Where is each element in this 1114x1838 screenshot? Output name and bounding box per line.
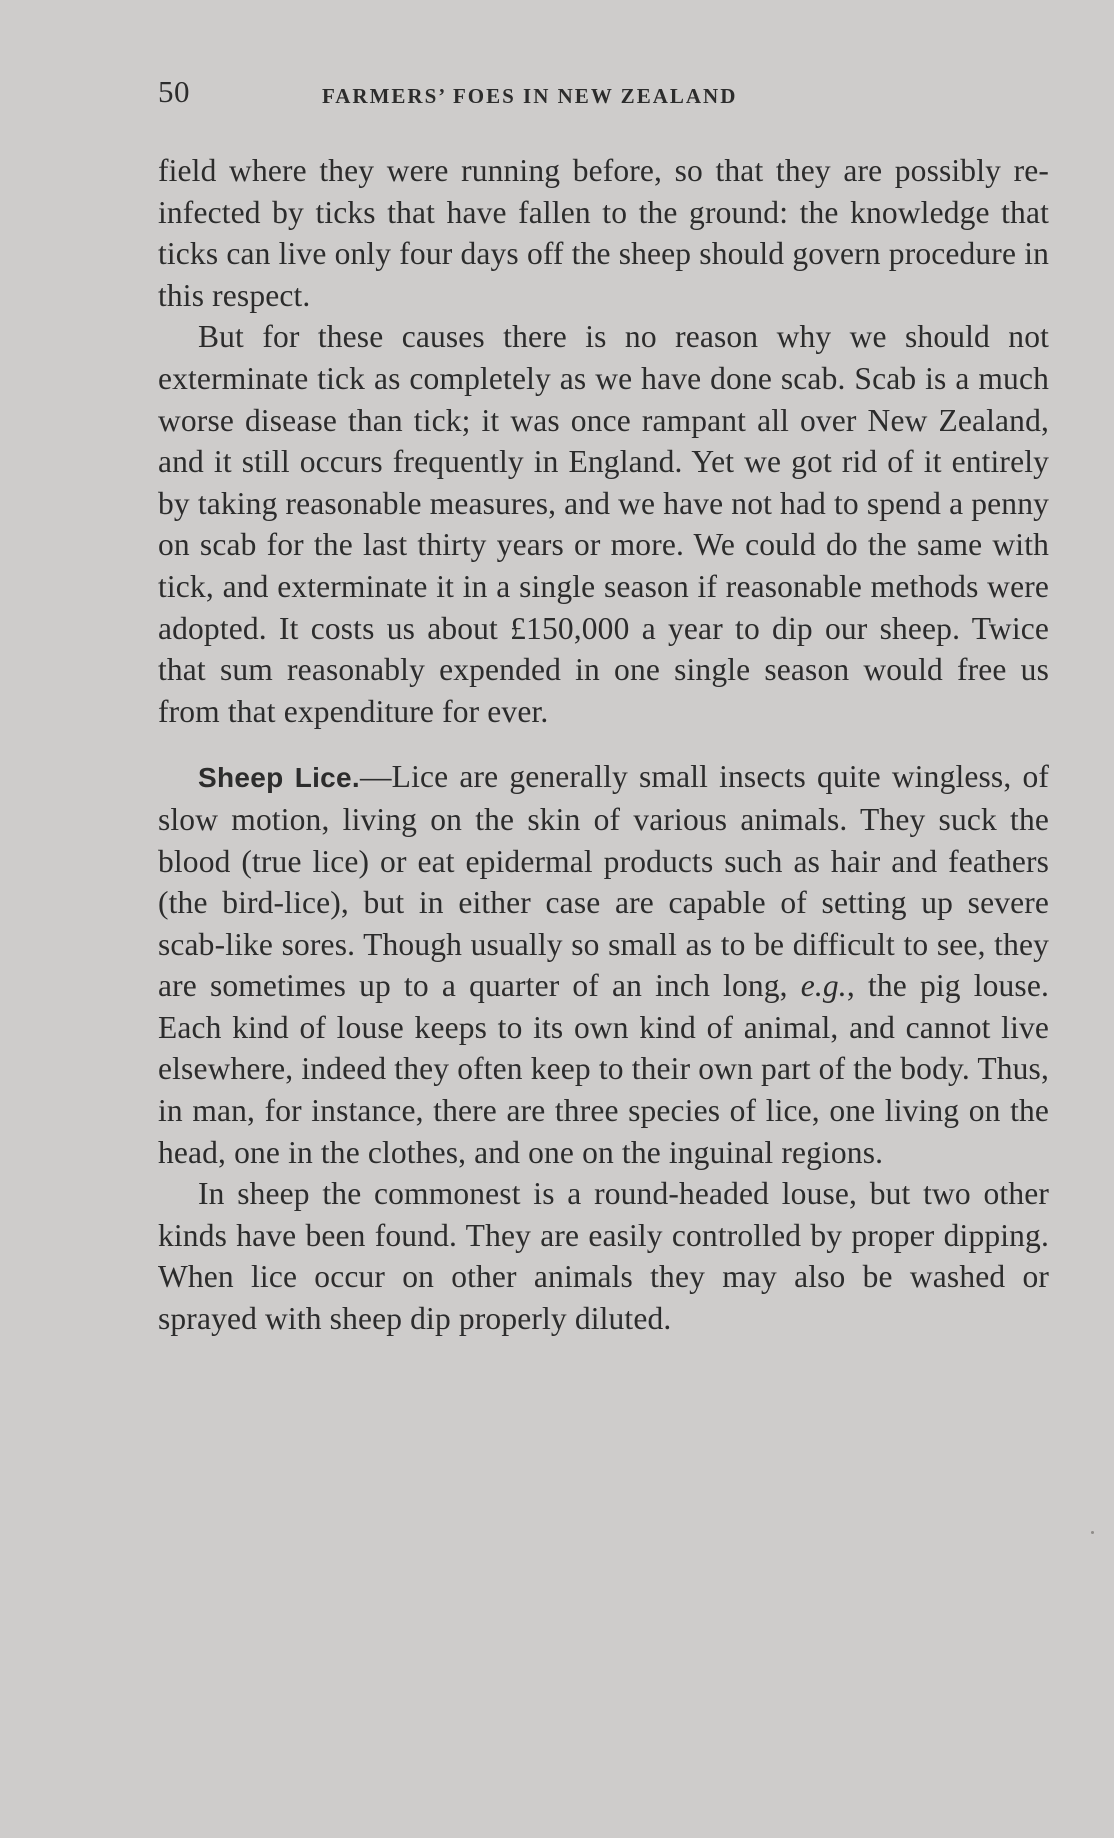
section-heading-sheep-lice: Sheep Lice. (198, 762, 361, 794)
paragraph-sheep-louse-control: In sheep the commonest is a round-headed louse, but two other kinds have been found. They are easily controlled by proper dipping. When lice occur on other animals they may also be washed or sprayed with sheep dip properly diluted. (158, 1176, 1049, 1337)
lice-text-start: Lice are generally small insects quite wingless, of slow motion, living on the skin of various animals. They suck the blood (true lice) or eat epidermal products such as hair and feathers (the bird-lice), but in either case are capable of setting up severe scab-like sores. Though usually so small as to be difficult to see, they are sometimes up to a quarter of an inch long, (158, 759, 1049, 1004)
page-header (158, 74, 1048, 114)
lice-text-end: , the pig louse. Each kind of louse keeps to its own kind of animal, and cannot live elsewhere, indeed they often keep to their own part of the body. Thus, in man, for instance, there are three species of lice, one living on the head, one in the clothes, and one on the inguinal regions. (158, 968, 1049, 1170)
heading-separator: — (360, 759, 392, 795)
page-number: 50 (158, 74, 190, 109)
italic-eg: e.g. (800, 968, 847, 1004)
paper-speck (1091, 1531, 1094, 1534)
body-text (158, 150, 1049, 1340)
paragraph-exterminate-tick: But for these causes there is no reason why we should not exterminate tick as completely as we have done scab. Scab is a much worse disease than tick; it was once rampant all over New Zealand, and it still occurs frequently in England. Yet we got rid of it entirely by taking reasonable measures, and we have not had to spend a penny on scab for the last thirty years or more. We could do the same with tick, and exterminate it in a single season if reasonable methods were adopted. It costs us about £150,000 a year to dip our sheep. Twice that sum reasonably expended in one single season would free us from that expenditure for ever. (158, 319, 1049, 729)
paragraph-tick-continuation: field where they were running before, so that they are possibly re-infected by ticks that have fallen to the ground: the knowledge that ticks can live only four days off the sheep should govern procedure in this respect. (158, 153, 1049, 313)
running-title: FARMERS’ FOES IN NEW ZEALAND (322, 84, 738, 108)
paragraph-sheep-lice (158, 756, 1049, 1173)
